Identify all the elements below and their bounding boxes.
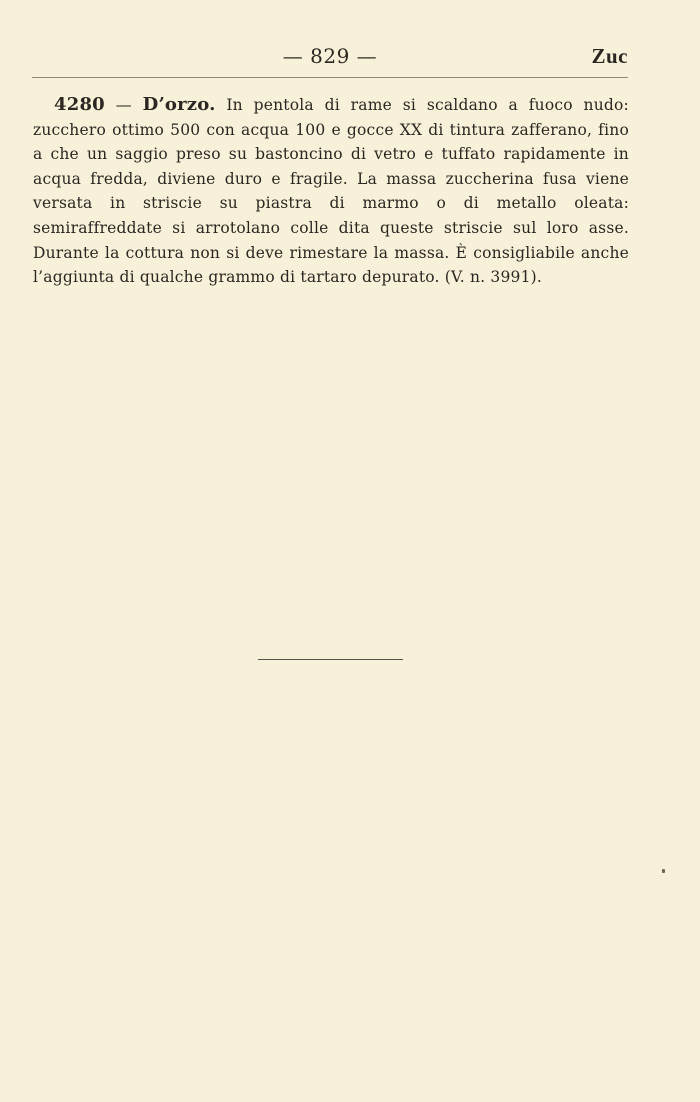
running-head: Zuc <box>591 44 628 68</box>
page-number: — 829 — <box>282 44 378 68</box>
recipe-entry <box>33 93 629 290</box>
entry-dash: — <box>115 95 132 114</box>
entry-body: In pentola di rame si scaldano a fuoco nudo: zucchero ottimo 500 con acqua 100 e gocce XX di tintura zafferano, fino a che un saggio preso su bastoncino di vetro e tuffato rapidamente in acqua fredda, diviene duro e fragile. La massa zuccherina fusa viene versata in striscie su piastra di marmo o di metallo oleata: semiraffreddate si arrotolano colle dita queste striscie sul loro asse. Durante la cottura non si deve rimestare la massa. È consigliabile anche l’aggiunta di qualche grammo di tartaro depurato. (V. n. 3991). <box>33 96 629 287</box>
margin-speck <box>662 869 665 873</box>
section-end-rule <box>258 659 403 660</box>
header-rule <box>32 77 628 78</box>
entry-number: 4280 <box>54 94 105 115</box>
entry-title: D’orzo. <box>142 94 216 115</box>
